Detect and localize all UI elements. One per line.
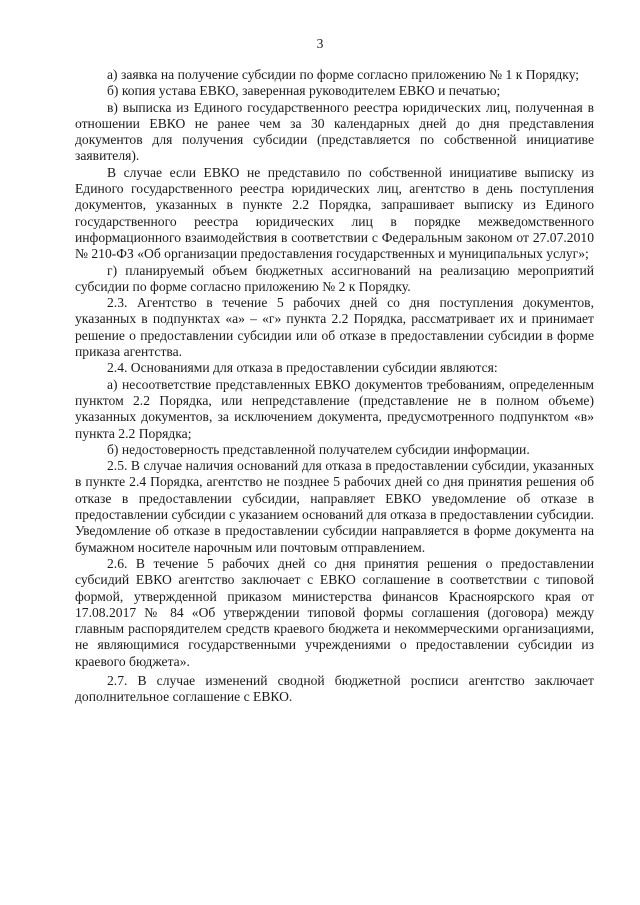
paragraph: г) планируемый объем бюджетных ассигнований на реализацию мероприятий субсидии по форме согласно приложению № 2 к Порядку.	[75, 262, 594, 294]
document-body	[75, 67, 594, 709]
paragraph: 2.6. В течение 5 рабочих дней со дня принятия решения о предоставлении субсидий ЕВКО агентство заключает с ЕВКО соглашение в соответствии с типовой формой, утвержденной приказом министерства финансов Красноярского края от 17.08.2017 № 84 «Об утверждении типовой формы соглашения (договора) между главным распорядителем средств краевого бюджета и некоммерческими организациями, не являющимися государственными учреждениями о предоставлении субсидии из краевого бюджета».	[75, 555, 594, 669]
paragraph: б) недостоверность представленной получателем субсидии информации.	[107, 441, 530, 457]
paragraph: 2.3. Агентство в течение 5 рабочих дней со дня поступления документов, указанных в подпунктах «а» – «г» пункта 2.2 Порядка, рассматривает их и принимает решение о предоставлении субсидии или об отказе в предоставлении субсидии в форме приказа агентства.	[75, 295, 594, 360]
paragraph: 2.7. В случае изменений сводной бюджетной росписи агентство заключает дополнительное соглашение с ЕВКО.	[75, 672, 594, 705]
page-number: 3	[316, 36, 324, 51]
paragraph: 2.5. В случае наличия оснований для отказа в предоставлении субсидии, указанных в пункте 2.4 Порядка, агентство не позднее 5 рабочих дней со дня принятия решения об отказе в предоставлении субсидии, направляет ЕВКО уведомление об отказе в предоставлении субсидии с указанием оснований для отказа в предоставлении субсидии. Уведомление об отказе в предоставлении субсидии направляется в форме документа на бумажном носителе нарочным или почтовым отправлением.	[75, 458, 594, 555]
paragraph: в) выписка из Единого государственного реестра юридических лиц, полученная в отношении ЕВКО не ранее чем за 30 календарных дней до дня представления документов для получения субсидии (представляется по собственной инициативе заявителя).	[75, 99, 594, 164]
paragraph: а) несоответствие представленных ЕВКО документов требованиям, определенным пунктом 2.2 Порядка, или непредставление (представление не в полном объеме) указанных документов, за исключением документа, предусмотренного подпунктом «в» пункта 2.2 Порядка;	[75, 376, 594, 441]
paragraph: б) копия устава ЕВКО, заверенная руководителем ЕВКО и печатью;	[107, 83, 501, 99]
paragraph: В случае если ЕВКО не представило по собственной инициативе выписку из Единого государственного реестра юридических лиц, агентство в день поступления документов, указанных в пункте 2.2 Порядка, запрашивает выписку из Единого государственного реестра юридических лиц в порядке межведомственного информационного взаимодействия в соответствии с Федеральным законом от 27.07.2010 № 210-ФЗ «Об организации предоставления государственных и муниципальных услуг»;	[75, 164, 594, 262]
paragraph: а) заявка на получение субсидии по форме согласно приложению № 1 к Порядку;	[107, 67, 580, 82]
paragraph: 2.4. Основаниями для отказа в предоставлении субсидии являются:	[107, 360, 498, 376]
